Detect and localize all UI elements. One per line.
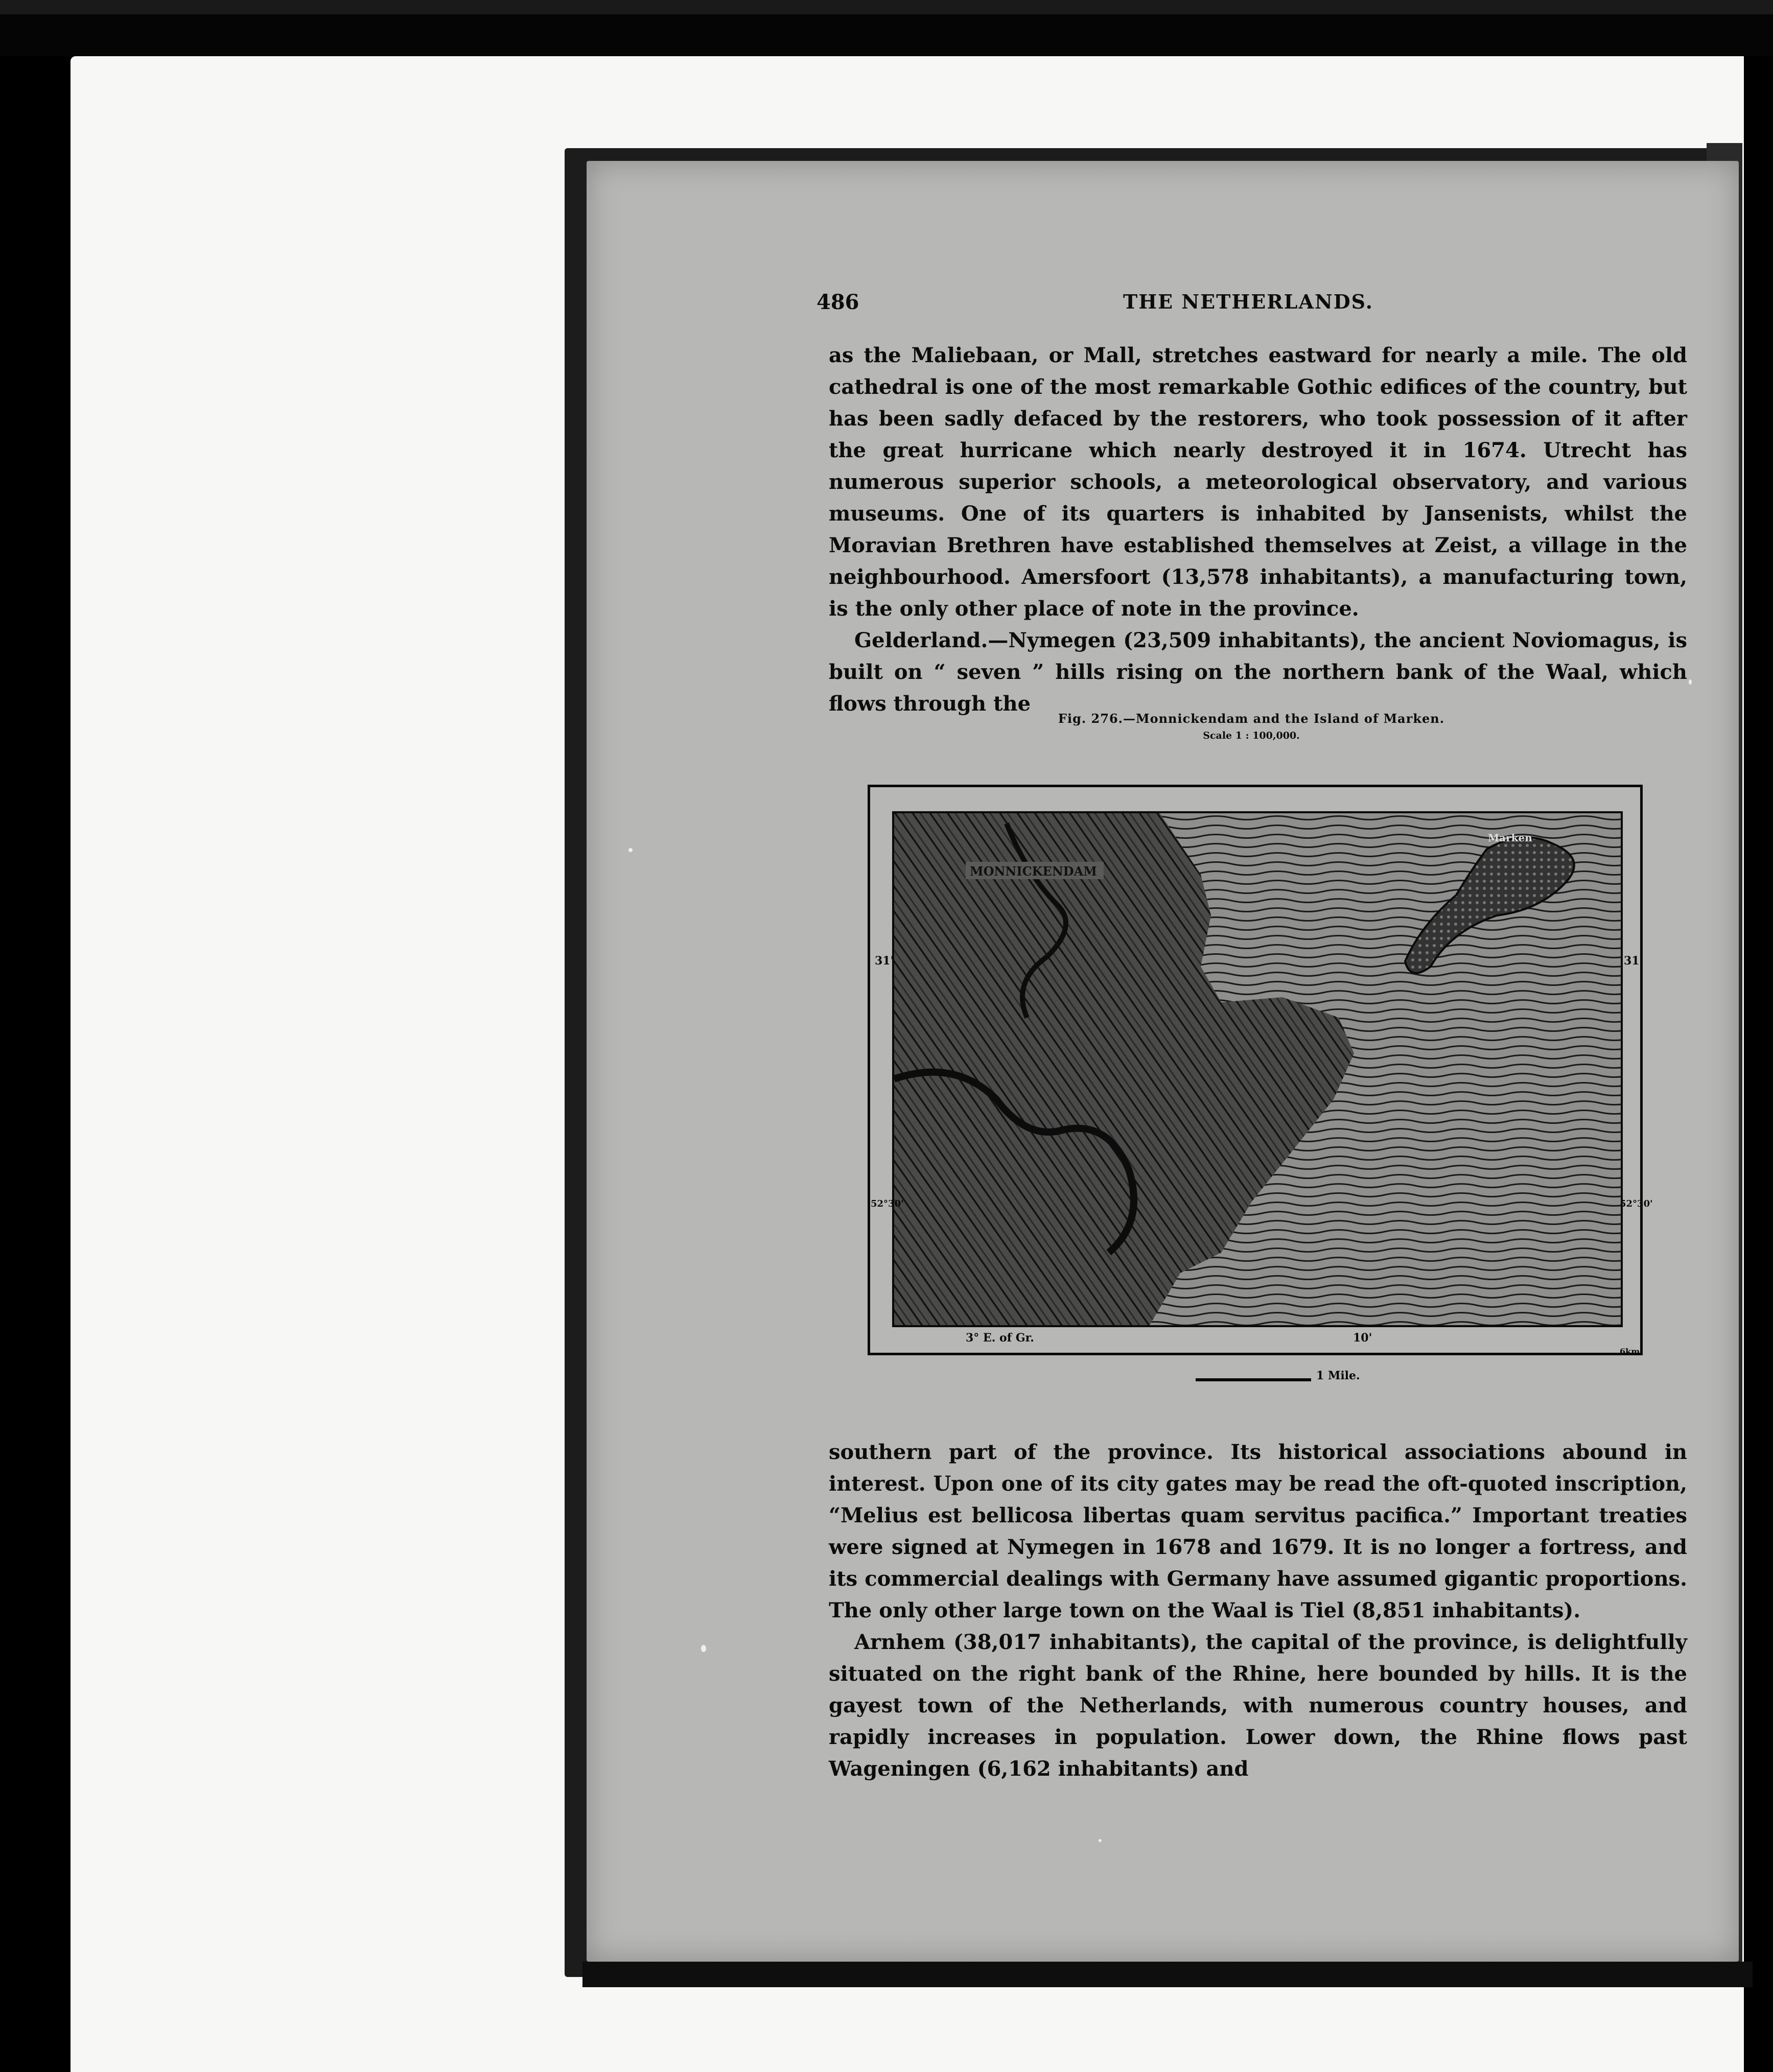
paragraph-nymegen-continued: southern part of the province. Its historical associations abound in interest. Upon one of its city gates may be read the oft-quoted inscription, “Melius est bellicosa libertas quam servitus pacifica.” Important treaties were signed at Nymegen in 1678 and 1679. It is no longer a fortress, and its commercial dealings with Germany have assumed gigantic proportions. The only other large town on the Waal is Tiel (8,851 inhabitants).	[829, 1440, 1687, 1622]
map-scale-label: 1 Mile.	[1316, 1369, 1360, 1382]
scan-top-band	[0, 0, 1773, 56]
dust-speck	[701, 1645, 706, 1652]
figure-caption: Fig. 276.—Monnickendam and the Island of Marken.	[1058, 711, 1445, 726]
dust-speck	[1099, 1839, 1102, 1842]
map-island-label: Marken	[1488, 832, 1532, 844]
book-bottom-edge	[582, 1962, 1753, 1987]
map-longitude-mid: 10'	[1353, 1331, 1372, 1345]
map-engraving	[892, 811, 1623, 1327]
map-latitude-right-top: 31'	[1624, 954, 1643, 968]
map-town-label: MONNICKENDAM	[970, 864, 1097, 879]
map-corner-mark: 6km.	[1620, 1347, 1643, 1356]
map-longitude-left: 3° E. of Gr.	[966, 1331, 1034, 1345]
page-header	[816, 290, 1686, 321]
dust-speck	[1689, 679, 1692, 685]
paragraph-arnhem: Arnhem (38,017 inhabitants), the capital of the province, is delightfully situated on the right bank of the Rhine, here bounded by hills. It is the gayest town of the Netherlands, with numerous country houses, and rapidly increases in population. Lower down, the Rhine flows past Wageningen (6,162 inhabitants) and	[829, 1630, 1687, 1781]
map-latitude-left-bottom: 52°30'	[871, 1198, 904, 1209]
figure-scale: Scale 1 : 100,000.	[1203, 730, 1300, 741]
text-before-figure	[829, 340, 1687, 720]
page-number: 486	[816, 290, 859, 314]
paragraph-gelderland: Gelderland.—Nymegen (23,509 inhabitants), the ancient Noviomagus, is built on “ seven ” hills rising on the northern bank of the Waal, which flows through the	[829, 628, 1687, 716]
map-latitude-right-bottom: 52°30'	[1620, 1198, 1653, 1209]
paragraph-utrecht: as the Maliebaan, or Mall, stretches eastward for nearly a mile. The old cathedral is one of the most remarkable Gothic edifices of the country, but has been sadly defaced by the restorers, who took possession of it after the great hurricane which nearly destroyed it in 1674. Utrecht has numerous superior schools, a meteorological observatory, and various museums. One of its quarters is inhabited by Jansenists, whilst the Moravian Brethren have established themselves at Zeist, a village in the neighbourhood. Amersfoort (13,578 inhabitants), a manufacturing town, is the only other place of note in the province.	[829, 343, 1687, 621]
dust-speck	[628, 848, 633, 852]
scan-top-strip	[0, 0, 1773, 14]
text-after-figure	[829, 1437, 1687, 1785]
map-svg	[894, 813, 1621, 1325]
figure-caption-block	[816, 711, 1686, 741]
map-latitude-left-top: 31'	[875, 954, 894, 968]
running-head: THE NETHERLANDS.	[1123, 290, 1374, 313]
map-scale-bar	[1196, 1378, 1311, 1381]
